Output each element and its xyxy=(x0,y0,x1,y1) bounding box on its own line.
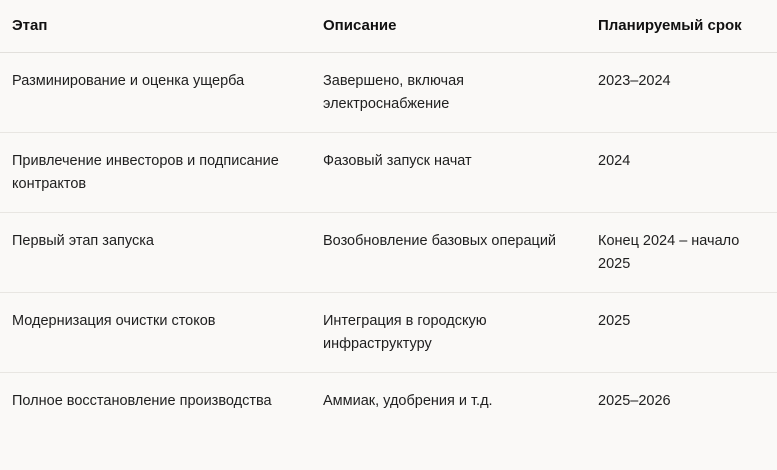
cell-description: Фазовый запуск начат xyxy=(311,133,586,213)
cell-term: 2025–2026 xyxy=(598,393,671,409)
cell-stage: Привлечение инвесторов и подписание контрактов xyxy=(0,133,311,213)
column-header-description: Описание xyxy=(311,0,586,53)
cell-term: 2025 xyxy=(586,293,777,373)
cell-term: Конец 2024 – начало 2025 xyxy=(586,213,777,293)
table-row xyxy=(0,293,777,373)
table-row xyxy=(0,373,777,430)
table-body xyxy=(0,53,777,430)
table-header xyxy=(0,0,777,53)
column-header-term: Планируемый срок xyxy=(586,0,777,53)
cell-description: Интеграция в городскую инфраструктуру xyxy=(311,293,586,373)
cell-term: 2023–2024 xyxy=(586,53,777,133)
cell-description: Возобновление базовых операций xyxy=(311,213,586,293)
cell-description: Завершено, включая электроснабжение xyxy=(311,53,586,133)
column-header-stage: Этап xyxy=(0,0,311,53)
table-row xyxy=(0,213,777,293)
cell-description: Аммиак, удобрения и т.д. xyxy=(323,393,493,409)
table-header-row xyxy=(0,0,777,53)
table-row xyxy=(0,133,777,213)
cell-stage: Разминирование и оценка ущерба xyxy=(0,53,311,133)
cell-stage: Первый этап запуска xyxy=(0,213,311,293)
cell-stage: Модернизация очистки стоков xyxy=(0,293,311,373)
cell-stage: Полное восстановление производства xyxy=(12,393,272,409)
cell-term: 2024 xyxy=(586,133,777,213)
table-row xyxy=(0,53,777,133)
